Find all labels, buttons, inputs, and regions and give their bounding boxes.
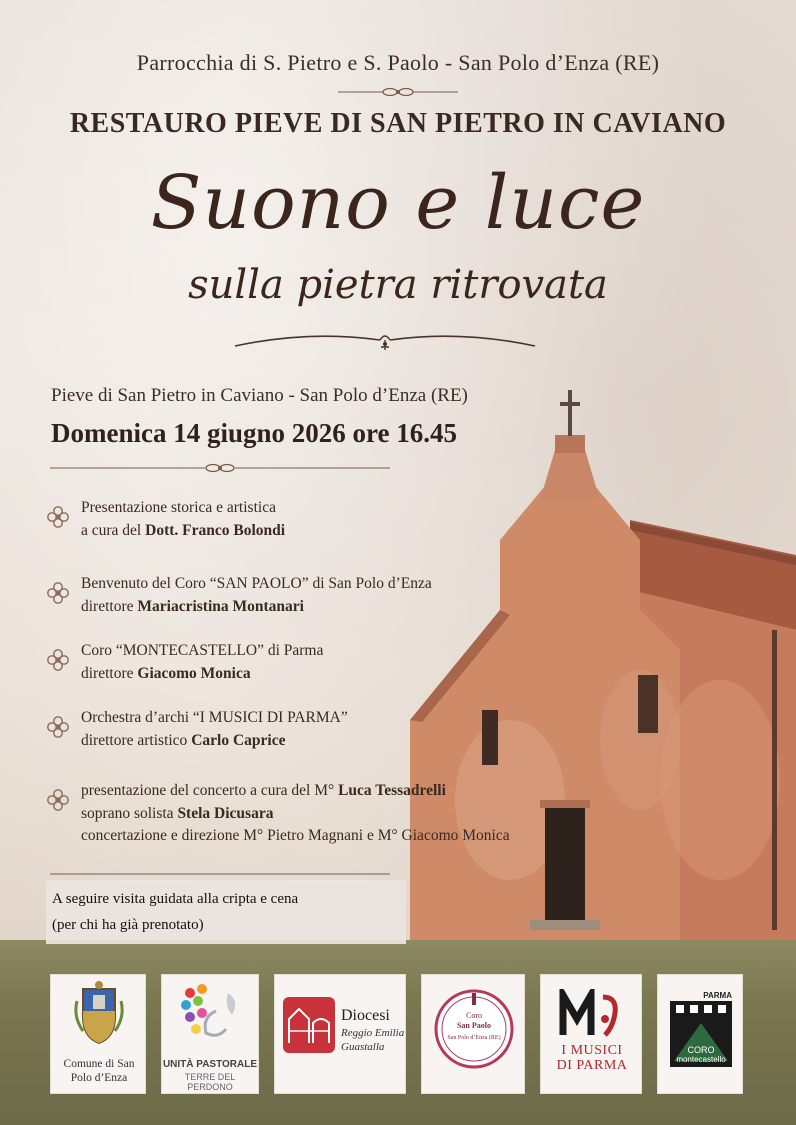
program-line-name: Carlo Caprice [191,731,286,749]
logo-diocesi [274,974,406,1094]
diocesi-title: Diocesi [341,1007,390,1024]
ornament-divider-date [50,462,390,474]
musici-line-2: DI PARMA [556,1058,628,1073]
montecastello-line-2: montecastello [676,1055,726,1064]
program-line [81,707,348,730]
program-line-name: Mariacristina Montanari [137,597,304,615]
program-item [46,497,285,542]
clover-ornament-icon [46,715,70,739]
diocesi-line-2: Guastalla [341,1041,385,1053]
program-line-name: Luca Tessadrelli [338,782,446,799]
coro-sp-line-1: Coro [466,1011,482,1020]
program-line-text: direttore [81,597,138,615]
program-line [81,663,323,686]
event-subtitle: sulla pietra ritrovata [188,262,608,308]
clover-ornament-icon [46,581,70,605]
program-line [81,803,510,826]
diocesi-line-1: Reggio Emilia [341,1027,405,1039]
program-line-text: Orchestra d’archi “I MUSICI DI PARMA” [81,709,348,726]
program-line-text: Coro “MONTECASTELLO” di Parma [81,642,324,659]
program-line-text: presentazione del concerto a cura del M° [81,782,339,799]
restoration-heading: RESTAURO PIEVE DI SAN PIETRO IN CAVIANO [69,108,727,139]
program-item [46,573,432,618]
clover-ornament-icon [46,788,70,812]
program-line [81,825,510,848]
program-line [81,780,510,803]
church-illustration [390,380,796,940]
logo-coro-san-paolo [421,974,525,1094]
program-line-text: Presentazione storica e artistica [81,499,276,516]
program-line-name: Dott. Franco Bolondi [145,521,286,539]
comune-crest-icon [73,981,125,1045]
program-line [81,640,323,663]
program-line-text: direttore [81,664,138,682]
program-line [81,497,285,520]
musici-mark-icon [559,989,625,1039]
logo-i-musici-di-parma [540,974,642,1094]
program-line-text: soprano solista [81,804,178,822]
program-line [81,730,348,753]
flourish-divider [230,322,540,356]
parish-name: Parrocchia di S. Pietro e S. Paolo - San Polo d’Enza (RE) [136,50,660,75]
program-item [46,640,323,685]
program-line [81,573,432,596]
clover-ornament-icon [46,648,70,672]
program-line-text: a cura del [81,521,146,539]
event-date: Domenica 14 giugno 2026 ore 16.45 [51,418,457,448]
logo-coro-montecastello [657,974,743,1094]
coro-sp-line-2: San Paolo [456,1021,491,1030]
event-title: Suono e luce [150,160,646,246]
coro-sp-line-3: San Polo d’Enza (RE) [447,1035,501,1041]
clover-ornament-icon [46,505,70,529]
program-line-text: Benvenuto del Coro “SAN PAOLO” di San Polo d’Enza [81,575,432,592]
unita-label-1: UNITÀ PASTORALE [162,1059,258,1070]
unita-pastorale-icon [176,981,246,1053]
closing-note [46,880,406,944]
event-location: Pieve di San Pietro in Caviano - San Polo d’Enza (RE) [51,385,468,406]
program-line-text: direttore artistico [81,731,192,749]
program-line [81,596,432,619]
montecastello-line-1: CORO [687,1045,715,1055]
musici-line-1: I MUSICI [561,1043,623,1058]
program-line-name: Giacomo Monica [137,664,251,682]
closing-line-1: A seguire visita guidata alla cripta e cena [52,891,299,907]
diocesi-emblem-icon [283,997,335,1053]
unita-label-2: TERRE DEL PERDONO [184,1072,236,1092]
program-item [46,780,510,848]
logo-comune [50,974,146,1094]
program-line-text: concertazione e direzione M° Pietro Magnani e M° Giacomo Monica [81,827,510,844]
closing-divider [50,872,390,876]
program-line-name: Stela Dicusara [177,804,274,822]
program-line [81,520,285,543]
ornament-divider-top [338,86,458,98]
closing-line-2: (per chi ha già prenotato) [52,917,204,933]
montecastello-top: PARMA [703,991,732,1000]
comune-label: Comune di San Polo d’Enza [63,1058,135,1084]
program-item [46,707,348,752]
logo-unita-pastorale [161,974,259,1094]
